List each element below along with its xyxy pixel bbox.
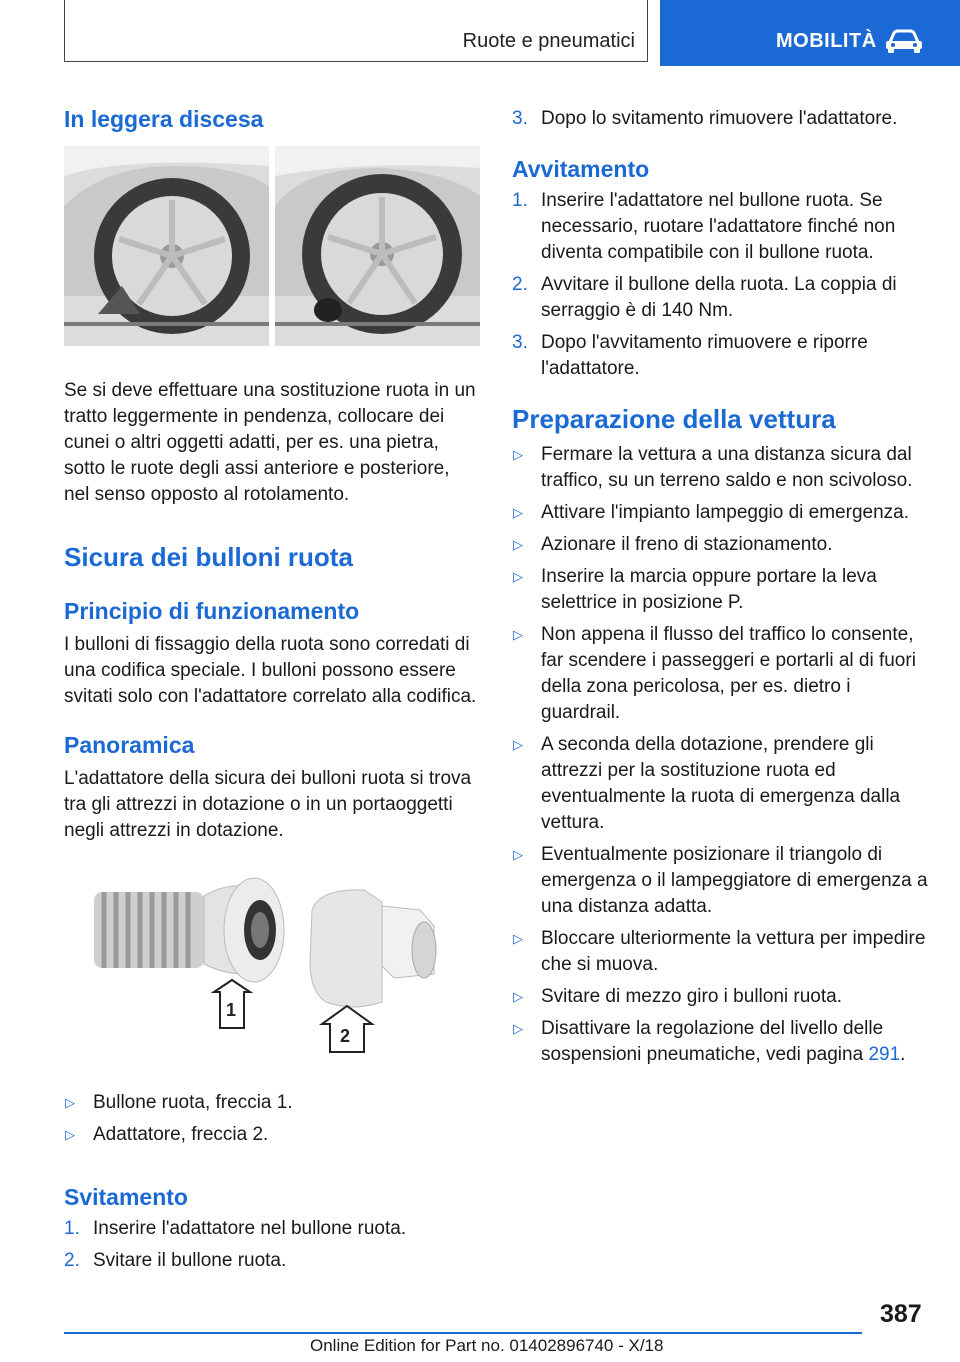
list-item: 1. Inserire l'adattatore nel bullone ruota. Se necessario, ruotare l'adattatore finché non diventa compatibile con il bullone ruota. <box>512 190 896 263</box>
list-item: ▷ Azionare il freno di stazionamento. <box>512 532 928 558</box>
list-item: ▷ Eventualmente posizionare il triangolo di emergenza o il lampeggiatore di emergenza a una distanza adatta. <box>513 844 928 917</box>
header-section-box <box>64 0 648 62</box>
list-item: ▷ Disattivare la regolazione del livello delle sospensioni pneumatiche, vedi pagina 291. <box>513 1018 906 1065</box>
triangle-bullet-icon: ▷ <box>513 1021 523 1036</box>
heading-lock: Sicura dei bulloni ruota <box>64 542 353 572</box>
triangle-bullet-icon: ▷ <box>513 931 523 946</box>
arrow-1-label: 1 <box>226 1000 237 1020</box>
heading-slope: In leggera discesa <box>64 106 264 132</box>
principle-text: I bulloni di fissaggio della ruota sono corredati di una codifica speciale. I bulloni possono essere svitati solo con l'adattatore correlato alla codifica. <box>64 634 477 707</box>
preparation-list <box>512 442 928 1068</box>
list-item: 1. Inserire l'adattatore nel bullone ruota. <box>64 1218 407 1239</box>
triangle-bullet-icon: ▷ <box>513 627 523 642</box>
unscrew-steps <box>64 1216 480 1274</box>
list-item: ▷ Svitare di mezzo giro i bulloni ruota. <box>512 984 928 1010</box>
list-item: 2. Svitare il bullone ruota. <box>64 1250 287 1271</box>
list-item: ▷ A seconda della dotazione, prendere gli attrezzi per la sostituzione ruota ed eventualmente la ruota di emergenza dalla vettura. <box>513 734 901 833</box>
bolt-adapter-illustration <box>64 862 480 1062</box>
list-item: ▷ Fermare la vettura a una distanza sicura dal traffico, su un terreno saldo e non scivoloso. <box>513 444 913 491</box>
heading-overview: Panoramica <box>64 732 195 758</box>
triangle-bullet-icon: ▷ <box>513 569 523 584</box>
legend-item: ▷ Bullone ruota, freccia 1. <box>64 1090 480 1116</box>
list-item: 3. Dopo l'avvitamento rimuovere e riporre l'adattatore. <box>512 332 868 379</box>
car-icon <box>884 28 924 54</box>
heading-preparation: Preparazione della vettura <box>512 404 836 434</box>
heading-screw: Avvitamento <box>512 156 650 182</box>
header-chapter-tab <box>660 0 960 66</box>
header-chapter-title: MOBILITÀ <box>776 30 877 52</box>
heading-unscrew: Svitamento <box>64 1184 188 1210</box>
unscrew-step-3 <box>512 106 928 132</box>
legend-item: ▷ Adattatore, freccia 2. <box>64 1122 480 1148</box>
header-section-title: Ruote e pneumatici <box>462 30 635 52</box>
list-item: 3. Dopo lo svitamento rimuovere l'adattatore. <box>512 108 898 129</box>
footer-divider <box>64 1332 862 1334</box>
list-item: 2. Avvitare il bullone della ruota. La coppia di serraggio è di 140 Nm. <box>512 274 897 321</box>
list-item: ▷ Bloccare ulteriormente la vettura per impedire che si muova. <box>513 928 926 975</box>
slope-text: Se si deve effettuare una sostituzione ruota in un tratto leggermente in pendenza, collocare dei cunei o altri oggetti adatti, per es. una pietra, sotto le ruote degli assi anteriore e posteriore, nel senso opposto al rotolamento. <box>64 380 476 505</box>
page-header <box>0 0 960 66</box>
triangle-bullet-icon: ▷ <box>65 1127 75 1142</box>
page-number: 387 <box>880 1300 922 1328</box>
page-reference-link[interactable]: 291 <box>868 1044 901 1065</box>
heading-principle: Principio di funzionamento <box>64 598 360 624</box>
arrow-2-label: 2 <box>340 1026 351 1046</box>
list-item: ▷ Non appena il flusso del traffico lo consente, far scendere i passeggeri e portarli al di fuori della zona pericolosa, per es. dietro i guardrail. <box>513 624 916 723</box>
list-item: ▷ Attivare l'impianto lampeggio di emergenza. <box>512 500 928 526</box>
triangle-bullet-icon: ▷ <box>513 847 523 862</box>
triangle-bullet-icon: ▷ <box>513 537 523 552</box>
triangle-bullet-icon: ▷ <box>513 737 523 752</box>
list-item: ▷ Inserire la marcia oppure portare la leva selettrice in posizione P. <box>513 566 877 613</box>
footer-edition: Online Edition for Part no. 01402896740 - X/18 <box>310 1336 664 1355</box>
triangle-bullet-icon: ▷ <box>65 1095 75 1110</box>
legend-list <box>64 1090 480 1148</box>
wheel-chock-photo <box>64 146 480 346</box>
triangle-bullet-icon: ▷ <box>513 447 523 462</box>
screw-steps <box>512 188 928 382</box>
overview-text: L'adattatore della sicura dei bulloni ruota si trova tra gli attrezzi in dotazione o in un portaoggetti negli attrezzi in dotazione. <box>64 768 472 841</box>
triangle-bullet-icon: ▷ <box>513 505 523 520</box>
triangle-bullet-icon: ▷ <box>513 989 523 1004</box>
